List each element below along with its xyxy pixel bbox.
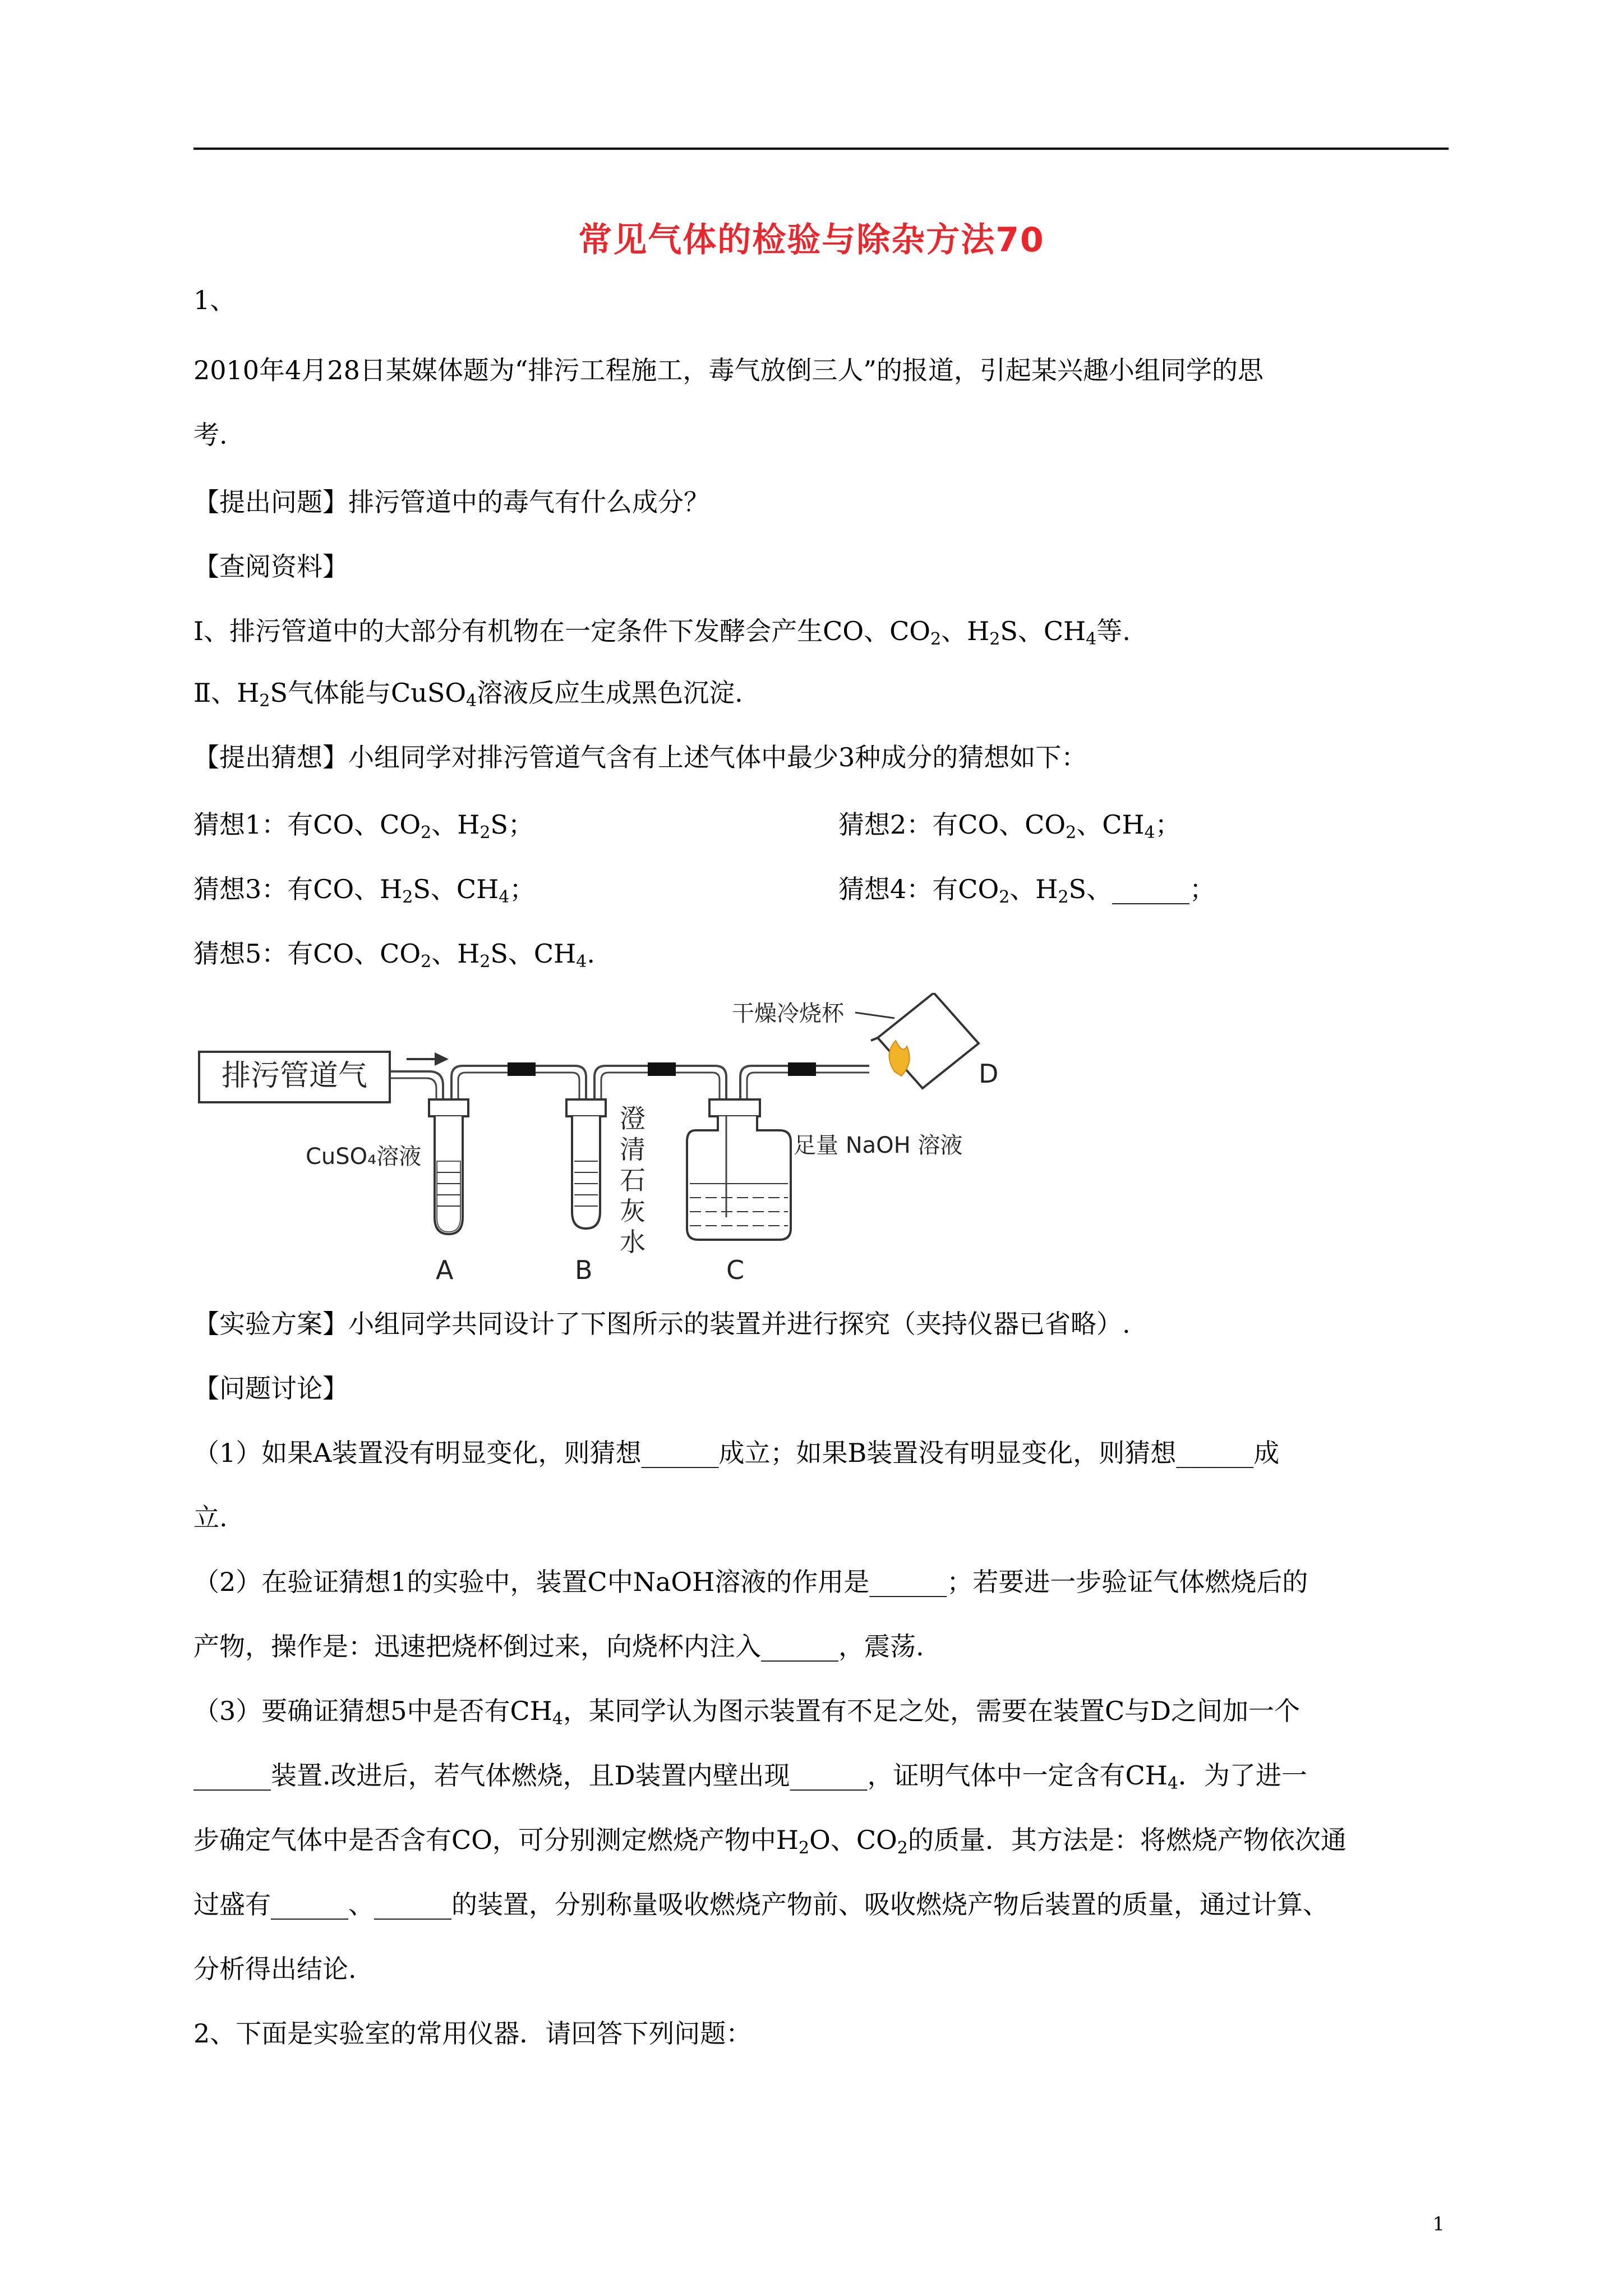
q2-line-1: （2）在验证猜想1的实验中，装置C中NaOH溶液的作用是______；若要进一步验证气体燃烧后的 <box>193 1567 1308 1597</box>
test-tube-b <box>566 1099 606 1228</box>
question-1-number: 1、 <box>193 285 236 315</box>
intro-line-1: 2010年4月28日某媒体题为“排污工程施工，毒气放倒三人”的报道，引起某兴趣小组同学的思 <box>193 355 1264 385</box>
experiment-plan: 【实验方案】小组同学共同设计了下图所示的装置并进行探究（夹持仪器已省略）. <box>193 1309 1131 1339</box>
problem-statement: 【提出问题】排污管道中的毒气有什么成分？ <box>193 487 709 517</box>
guess-row-2 <box>193 872 1216 907</box>
hypothesis-intro: 【提出猜想】小组同学对排污管道气含有上述气体中最少3种成分的猜想如下： <box>193 742 1087 772</box>
inlet-label: 排污管道气 <box>221 1059 368 1093</box>
info-item-1: I、排污管道中的大部分有机物在一定条件下发酵会产生CO、$CO_2$、$H_2S$、$CH_4$等. <box>193 616 1131 649</box>
apparatus-figure <box>193 993 1007 1285</box>
label-a: A <box>436 1255 454 1285</box>
q3-line-1: （3）要确证猜想5中是否有$CH_4$，某同学认为图示装置有不足之处，需要在装置C与D之间加一个 <box>193 1696 1301 1729</box>
test-tube-a <box>429 1099 468 1234</box>
label-c: C <box>726 1255 745 1285</box>
label-limewater <box>620 1103 645 1257</box>
discussion-heading: 【问题讨论】 <box>193 1373 348 1404</box>
guess-4: 猜想4：有$CO_2$、$H_2S$、______； <box>838 874 1216 907</box>
question-2: 2、下面是实验室的常用仪器．请回答下列问题： <box>193 2018 752 2049</box>
page-number: 1 <box>1432 2213 1445 2235</box>
info-heading: 【查阅资料】 <box>193 551 348 582</box>
limewater-char: 石 <box>620 1165 645 1195</box>
label-beaker: 干燥冷烧杯 <box>732 1001 844 1027</box>
q3-line-3: 步确定气体中是否含有CO，可分别测定燃烧产物中$H_2O$、$CO_2$的质量．其方法是：将燃烧产物依次通 <box>193 1825 1347 1858</box>
flow-arrow-icon <box>435 1052 449 1066</box>
label-d: D <box>979 1059 999 1089</box>
q1-line-1: （1）如果A装置没有明显变化，则猜想______成立；如果B装置没有明显变化，则猜想______成 <box>193 1438 1280 1468</box>
label-naoh: 足量 NaOH 溶液 <box>794 1133 963 1158</box>
q2-line-2: 产物，操作是：迅速把烧杯倒过来，向烧杯内注入______，震荡. <box>193 1631 924 1662</box>
q3-line-2: ______装置.改进后，若气体燃烧，且D装置内壁出现______，证明气体中一定含有$CH_4$．为了进一 <box>193 1760 1307 1793</box>
limewater-char: 澄 <box>620 1103 645 1134</box>
q3-line-5: 分析得出结论. <box>193 1954 357 1984</box>
limewater-char: 清 <box>620 1134 645 1165</box>
label-cuso4: CuSO₄溶液 <box>306 1144 422 1170</box>
guess-5: 猜想5：有CO、$CO_2$、$H_2S$、$CH_4$. <box>193 938 595 972</box>
wash-bottle-c <box>687 1099 791 1240</box>
beaker-d <box>871 993 979 1088</box>
q1-line-2: 立. <box>193 1502 228 1533</box>
header-rule <box>193 148 1449 150</box>
limewater-char: 水 <box>620 1227 645 1257</box>
guess-1: 猜想1：有CO、$CO_2$、$H_2S$； <box>193 809 534 843</box>
page-title: 常见气体的检验与除杂方法70 <box>578 220 1045 260</box>
intro-line-2: 考. <box>193 420 228 450</box>
q3-line-4: 过盛有______、______的装置，分别称量吸收燃烧产物前、吸收燃烧产物后装置的质量，通过计算、 <box>193 1889 1329 1920</box>
guess-3: 猜想3：有CO、$H_2S$、$CH_4$； <box>193 874 536 907</box>
guess-2: 猜想2：有CO、$CO_2$、$CH_4$； <box>838 809 1181 843</box>
label-b: B <box>575 1255 593 1285</box>
info-item-2: Ⅱ、$H_2S$气体能与CuSO$_4$溶液反应生成黑色沉淀. <box>193 678 743 711</box>
guess-row-1 <box>193 808 1181 843</box>
limewater-char: 灰 <box>620 1196 645 1226</box>
